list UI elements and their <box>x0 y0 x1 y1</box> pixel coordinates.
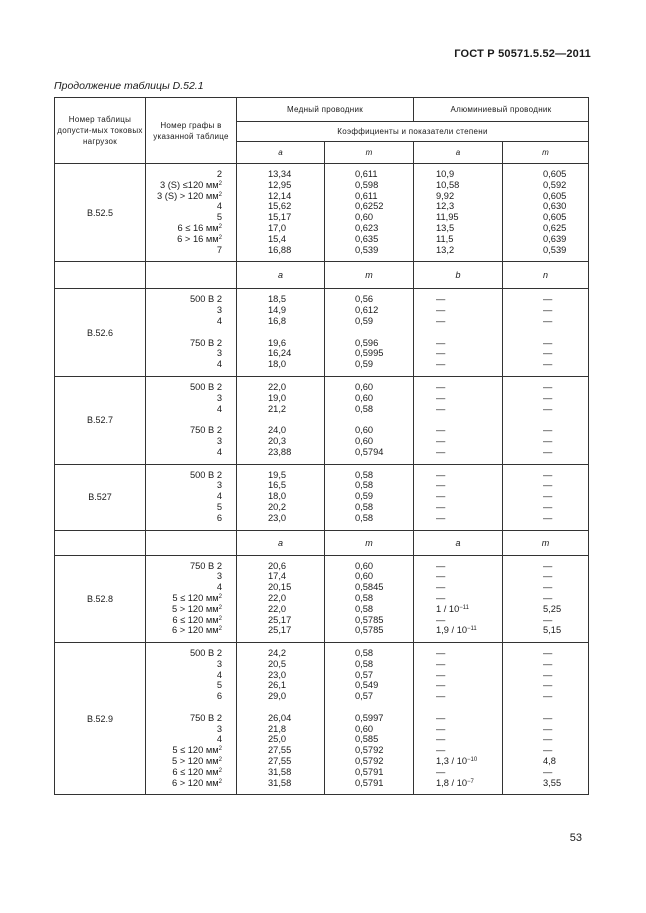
table-number-cell: B.52.5 <box>55 164 146 262</box>
copper-a-value: 25,0 <box>268 734 287 745</box>
header-column-number: Номер графы в указанной таблице <box>146 98 237 164</box>
aluminium-exp-value: 0,639 <box>543 233 567 244</box>
aluminium-exp-value: — <box>543 435 553 446</box>
superscript: −10 <box>467 757 478 764</box>
superscript: 2 <box>218 778 222 785</box>
copper-m-value: 0,5845 <box>355 582 384 593</box>
aluminium-coef-value: — <box>436 766 446 777</box>
coefficient-symbol: a <box>237 262 325 289</box>
aluminium-exp-cell <box>503 464 589 530</box>
column-number-line: 3 <box>216 348 222 359</box>
copper-a-value: 29,0 <box>268 691 287 702</box>
aluminium-coef-value: — <box>436 614 446 625</box>
copper-m-value: 0,59 <box>355 315 374 326</box>
header-symbol: a <box>237 142 325 164</box>
copper-m-value: 0,60 <box>355 560 374 571</box>
copper-a-value: 22,0 <box>268 603 287 614</box>
column-number-line: 3 <box>216 723 222 734</box>
copper-a-value: 15,4 <box>268 233 287 244</box>
aluminium-exp-value: — <box>543 305 553 316</box>
superscript: 2 <box>218 223 222 230</box>
copper-m-cell <box>325 555 414 643</box>
aluminium-exp-value: — <box>543 734 553 745</box>
table-number-cell: B.52.9 <box>55 643 146 795</box>
aluminium-exp-value: — <box>543 381 553 392</box>
column-number-line: 6 ≤ 16 $мм^2$ <box>177 222 222 233</box>
aluminium-coef-value: 11,95 <box>436 212 459 223</box>
copper-a-value: 13,34 <box>268 169 292 179</box>
aluminium-exp-value: 4,8 <box>543 756 556 767</box>
superscript: −11 <box>467 626 477 633</box>
column-number-cell <box>146 643 237 795</box>
column-number-line: 4 <box>216 669 222 680</box>
copper-a-cell <box>237 164 325 262</box>
table-row <box>55 289 589 377</box>
column-number-line: 5 ≤ 120 $мм^2$ <box>172 745 222 756</box>
aluminium-exp-value: — <box>543 582 553 593</box>
column-number-line: 750 В 2 <box>189 425 222 436</box>
copper-a-value: 25,17 <box>268 614 292 625</box>
header-table-number: Номер таблицы допусти-мых токовых нагрузок <box>55 98 146 164</box>
aluminium-exp-value: — <box>543 348 553 359</box>
aluminium-exp-value: — <box>543 614 553 625</box>
copper-m-value: 0,59 <box>355 491 374 502</box>
aluminium-coef-value: — <box>436 658 446 669</box>
copper-m-value: 0,5794 <box>355 446 384 457</box>
aluminium-exp-value: — <box>543 392 553 403</box>
aluminium-coef-value: 10,9 <box>436 169 455 179</box>
aluminium-coef-value: — <box>436 512 446 523</box>
superscript: 2 <box>218 234 222 241</box>
aluminium-coef-value: — <box>436 337 446 348</box>
copper-m-value: 0,60 <box>355 212 374 223</box>
aluminium-coef-value: — <box>436 491 446 502</box>
copper-m-value: 0,58 <box>355 603 374 614</box>
header-aluminium-conductor: Алюминиевый проводник <box>414 98 589 122</box>
column-number-line: 6 > 16 $мм^2$ <box>177 233 222 244</box>
copper-m-value: 0,596 <box>355 337 379 348</box>
copper-m-value: 0,58 <box>355 648 374 659</box>
aluminium-coef-cell <box>414 164 503 262</box>
copper-m-value: 0,611 <box>355 190 378 201</box>
copper-m-cell <box>325 376 414 464</box>
aluminium-coef-value: — <box>436 348 446 359</box>
copper-m-value: 0,60 <box>355 571 374 582</box>
copper-a-value: 27,55 <box>268 756 292 767</box>
header-symbol: m <box>325 142 414 164</box>
copper-a-value: 19,6 <box>268 337 287 348</box>
aluminium-exp-cell <box>503 164 589 262</box>
column-number-cell <box>146 164 237 262</box>
coefficient-symbol: a <box>414 530 503 555</box>
column-number-line: 5 <box>216 212 222 223</box>
header-symbol: a <box>414 142 503 164</box>
copper-a-value: 17,4 <box>268 571 287 582</box>
copper-m-value: 0,5995 <box>355 348 384 359</box>
copper-a-value: 20,3 <box>268 435 287 446</box>
copper-m-value: 0,6252 <box>355 201 384 212</box>
copper-a-cell <box>237 289 325 377</box>
column-number-line: 500 В 2 <box>189 381 222 392</box>
copper-a-value: 24,0 <box>268 425 287 436</box>
table-row <box>55 376 589 464</box>
column-number-line: 3 <box>216 435 222 446</box>
column-number-line: 3 <box>216 480 222 491</box>
aluminium-exp-value: — <box>543 560 553 571</box>
aluminium-exp-value: — <box>543 491 553 502</box>
aluminium-coef-cell <box>414 464 503 530</box>
copper-a-value: 24,2 <box>268 648 287 659</box>
coefficient-symbol: m <box>325 530 414 555</box>
column-number-line: 4 <box>216 734 222 745</box>
copper-a-value: 31,58 <box>268 777 292 788</box>
aluminium-coef-value: 9,92 <box>436 190 455 201</box>
column-number-cell <box>146 555 237 643</box>
column-number-line: 4 <box>216 446 222 457</box>
copper-m-value: 0,58 <box>355 658 374 669</box>
superscript: 2 <box>218 191 222 198</box>
column-number-line: 750 В 2 <box>189 337 222 348</box>
column-number-line: 750 В 2 <box>189 712 222 723</box>
copper-a-value: 22,0 <box>268 381 287 392</box>
column-number-line: 6 <box>216 512 222 523</box>
copper-m-value: 0,5791 <box>355 777 384 788</box>
column-number-cell <box>146 464 237 530</box>
header-copper-conductor: Медный проводник <box>237 98 414 122</box>
superscript: 2 <box>218 604 222 611</box>
aluminium-exp-cell <box>503 555 589 643</box>
aluminium-coef-value: — <box>436 315 446 326</box>
table-row <box>55 555 589 643</box>
column-number-line: 6 <box>216 691 222 702</box>
copper-a-value: 26,04 <box>268 712 292 723</box>
column-number-line: 3 <box>216 392 222 403</box>
copper-m-value: 0,60 <box>355 392 374 403</box>
copper-a-value: 20,2 <box>268 501 287 512</box>
copper-m-value: 0,549 <box>355 680 379 691</box>
document-header: ГОСТ Р 50571.5.52—2011 <box>454 48 591 60</box>
copper-m-value: 0,5785 <box>355 614 384 625</box>
copper-a-value: 31,58 <box>268 766 292 777</box>
aluminium-coef-value: — <box>436 592 446 603</box>
column-number-line: 5 ≤ 120 $мм^2$ <box>172 592 222 603</box>
copper-a-value: 18,0 <box>268 359 287 370</box>
aluminium-coef-value: $1,9 / 10^{-11}$ <box>436 625 477 636</box>
aluminium-exp-value: 5,25 <box>543 603 562 614</box>
aluminium-exp-value: — <box>543 315 553 326</box>
copper-a-value: 25,17 <box>268 625 292 636</box>
copper-a-value: 26,1 <box>268 680 287 691</box>
aluminium-coef-value: — <box>436 469 446 480</box>
superscript: 2 <box>218 746 222 753</box>
column-number-cell <box>146 376 237 464</box>
column-number-line: 500 В 2 <box>189 648 222 659</box>
superscript: −7 <box>467 778 474 785</box>
superscript: 2 <box>218 767 222 774</box>
column-number-line: 5 > 120 $мм^2$ <box>172 603 222 614</box>
aluminium-coef-value: — <box>436 403 446 414</box>
aluminium-coef-value: — <box>436 571 446 582</box>
copper-a-value: 20,6 <box>268 560 287 571</box>
column-number-line: 4 <box>216 359 222 370</box>
aluminium-coef-cell <box>414 555 503 643</box>
copper-a-value: 27,55 <box>268 745 292 756</box>
table-number-cell: B.527 <box>55 464 146 530</box>
aluminium-coef-value: — <box>436 392 446 403</box>
copper-m-value: 0,60 <box>355 435 374 446</box>
aluminium-exp-value: — <box>543 669 553 680</box>
aluminium-coef-value: — <box>436 691 446 702</box>
aluminium-coef-value: 11,5 <box>436 233 454 244</box>
aluminium-exp-value: 0,605 <box>543 190 567 201</box>
column-number-line: 5 > 120 $мм^2$ <box>172 756 222 767</box>
aluminium-exp-value: — <box>543 712 553 723</box>
table-continuation-caption: Продолжение таблицы D.52.1 <box>54 80 204 92</box>
aluminium-exp-value: — <box>543 425 553 436</box>
coefficient-symbol: a <box>237 530 325 555</box>
aluminium-coef-cell <box>414 289 503 377</box>
aluminium-coef-value: — <box>436 712 446 723</box>
column-number-line: 6 > 120 $мм^2$ <box>172 777 222 788</box>
column-number-line: 750 В 2 <box>189 560 222 571</box>
copper-a-value: 16,8 <box>268 315 287 326</box>
copper-m-value: 0,60 <box>355 723 374 734</box>
copper-m-value: 0,57 <box>355 691 374 702</box>
copper-a-value: 23,0 <box>268 669 287 680</box>
superscript: 2 <box>218 593 222 600</box>
aluminium-exp-value: 0,605 <box>543 212 567 223</box>
copper-a-value: 23,88 <box>268 446 292 457</box>
copper-a-value: 15,17 <box>268 212 292 223</box>
aluminium-exp-cell <box>503 289 589 377</box>
aluminium-coef-value: — <box>436 501 446 512</box>
copper-m-value: 0,5785 <box>355 625 384 636</box>
column-number-line: 3 (S) > 120 $мм^2$ <box>157 190 222 201</box>
copper-a-value: 16,5 <box>268 480 287 491</box>
table-row <box>55 643 589 795</box>
copper-a-value: 16,88 <box>268 244 292 255</box>
column-number-line: 3 (S) ≤120 $мм^2$ <box>159 179 222 190</box>
copper-a-value: 20,15 <box>268 582 292 593</box>
superscript: 2 <box>218 180 222 187</box>
column-number-line: 6 ≤ 120 $мм^2$ <box>172 614 222 625</box>
aluminium-coef-value: — <box>436 294 446 305</box>
copper-a-cell <box>237 643 325 795</box>
copper-m-cell <box>325 643 414 795</box>
superscript: 2 <box>218 615 222 622</box>
aluminium-coef-value: $1,8 / 10^{-7}$ <box>436 777 474 788</box>
aluminium-exp-value: — <box>543 337 553 348</box>
aluminium-exp-value: — <box>543 680 553 691</box>
aluminium-exp-value: — <box>543 294 553 305</box>
aluminium-exp-value: 0,539 <box>543 244 567 255</box>
copper-m-value: 0,611 <box>355 169 378 179</box>
column-number-line: 7 <box>216 244 222 255</box>
copper-a-value: 21,8 <box>268 723 287 734</box>
copper-m-cell <box>325 464 414 530</box>
aluminium-exp-value: — <box>543 691 553 702</box>
copper-m-cell <box>325 289 414 377</box>
column-number-line: 3 <box>216 305 222 316</box>
aluminium-exp-value: — <box>543 512 553 523</box>
column-number-line: 4 <box>216 491 222 502</box>
aluminium-coef-value: — <box>436 359 446 370</box>
copper-m-value: 0,57 <box>355 669 374 680</box>
aluminium-coef-value: — <box>436 734 446 745</box>
column-number-line: 5 <box>216 501 222 512</box>
aluminium-exp-value: — <box>543 648 553 659</box>
aluminium-coef-value: — <box>436 560 446 571</box>
copper-m-value: 0,58 <box>355 469 374 480</box>
current-coefficient-table <box>54 97 589 795</box>
aluminium-coef-value: $1 / 10^{-11}$ <box>436 603 470 614</box>
copper-a-value: 15,62 <box>268 201 292 212</box>
copper-m-value: 0,612 <box>355 305 379 316</box>
aluminium-exp-value: — <box>543 403 553 414</box>
copper-a-value: 22,0 <box>268 592 287 603</box>
copper-a-value: 18,5 <box>268 294 287 305</box>
copper-m-value: 0,58 <box>355 501 374 512</box>
superscript: −11 <box>459 604 470 611</box>
aluminium-exp-value: 0,625 <box>543 222 567 233</box>
copper-m-value: 0,5997 <box>355 712 384 723</box>
copper-m-value: 0,623 <box>355 222 379 233</box>
table-row <box>55 164 589 262</box>
aluminium-exp-value: 0,605 <box>543 169 567 179</box>
column-number-line: 5 <box>216 680 222 691</box>
column-number-line: 4 <box>216 201 222 212</box>
page-number: 53 <box>569 832 582 844</box>
aluminium-exp-value: — <box>543 469 553 480</box>
aluminium-exp-value: — <box>543 501 553 512</box>
aluminium-exp-value: — <box>543 571 553 582</box>
copper-m-value: 0,5792 <box>355 745 384 756</box>
aluminium-coef-value: — <box>436 435 446 446</box>
copper-a-value: 19,5 <box>268 469 287 480</box>
aluminium-coef-value: — <box>436 669 446 680</box>
aluminium-exp-value: — <box>543 766 553 777</box>
copper-m-value: 0,60 <box>355 381 374 392</box>
header-symbol: m <box>503 142 589 164</box>
aluminium-coef-value: — <box>436 648 446 659</box>
copper-m-value: 0,60 <box>355 425 374 436</box>
aluminium-coef-value: — <box>436 305 446 316</box>
aluminium-coef-value: — <box>436 582 446 593</box>
aluminium-exp-value: 3,55 <box>543 777 562 788</box>
copper-m-value: 0,635 <box>355 233 379 244</box>
aluminium-coef-value: — <box>436 745 446 756</box>
column-number-line: 3 <box>216 658 222 669</box>
aluminium-coef-value: — <box>436 425 446 436</box>
copper-m-cell <box>325 164 414 262</box>
copper-a-cell <box>237 376 325 464</box>
aluminium-exp-cell <box>503 376 589 464</box>
column-number-line: 4 <box>216 315 222 326</box>
copper-a-value: 20,5 <box>268 658 287 669</box>
copper-a-value: 19,0 <box>268 392 287 403</box>
copper-m-value: 0,56 <box>355 294 374 305</box>
superscript: 2 <box>218 757 222 764</box>
aluminium-exp-value: — <box>543 592 553 603</box>
copper-a-value: 14,9 <box>268 305 287 316</box>
aluminium-coef-cell <box>414 643 503 795</box>
copper-a-cell <box>237 464 325 530</box>
aluminium-exp-value: 5,15 <box>543 625 562 636</box>
aluminium-exp-value: — <box>543 480 553 491</box>
table-number-cell: B.52.6 <box>55 289 146 377</box>
copper-a-cell <box>237 555 325 643</box>
column-number-line: 4 <box>216 403 222 414</box>
copper-a-value: 18,0 <box>268 491 287 502</box>
aluminium-exp-value: — <box>543 359 553 370</box>
aluminium-coef-value: — <box>436 480 446 491</box>
copper-a-value: 23,0 <box>268 512 287 523</box>
aluminium-coef-value: — <box>436 680 446 691</box>
header-coefficients: Коэффициенты и показатели степени <box>237 122 589 142</box>
table-number-cell: B.52.8 <box>55 555 146 643</box>
aluminium-exp-value: 0,592 <box>543 179 567 190</box>
copper-m-value: 0,58 <box>355 592 374 603</box>
copper-m-value: 0,539 <box>355 244 379 255</box>
superscript: 2 <box>218 626 222 633</box>
copper-a-value: 12,95 <box>268 179 292 190</box>
aluminium-coef-value: — <box>436 723 446 734</box>
aluminium-coef-value: 12,3 <box>436 201 455 212</box>
column-number-line: 3 <box>216 571 222 582</box>
aluminium-coef-value: — <box>436 446 446 457</box>
aluminium-coef-value: 13,2 <box>436 244 455 255</box>
table-number-cell: B.52.7 <box>55 376 146 464</box>
aluminium-coef-value: 13,5 <box>436 222 455 233</box>
aluminium-coef-value: — <box>436 381 446 392</box>
copper-m-value: 0,585 <box>355 734 379 745</box>
column-number-line: 500 В 2 <box>189 469 222 480</box>
coefficient-symbol: m <box>325 262 414 289</box>
copper-m-value: 0,5792 <box>355 756 384 767</box>
copper-a-value: 17,0 <box>268 222 287 233</box>
aluminium-exp-value: 0,630 <box>543 201 567 212</box>
coefficient-symbol: b <box>414 262 503 289</box>
copper-m-value: 0,58 <box>355 403 374 414</box>
coefficient-symbol: n <box>503 262 589 289</box>
copper-m-value: 0,59 <box>355 359 374 370</box>
aluminium-exp-value: — <box>543 723 553 734</box>
column-number-line: 2 <box>216 169 222 179</box>
column-number-line: 6 ≤ 120 $мм^2$ <box>172 766 222 777</box>
aluminium-exp-value: — <box>543 745 553 756</box>
copper-a-value: 12,14 <box>268 190 292 201</box>
copper-m-value: 0,58 <box>355 512 374 523</box>
column-number-cell <box>146 289 237 377</box>
column-number-line: 6 > 120 $мм^2$ <box>172 625 222 636</box>
column-number-line: 500 В 2 <box>189 294 222 305</box>
coefficient-symbol: m <box>503 530 589 555</box>
aluminium-exp-cell <box>503 643 589 795</box>
aluminium-coef-value: 10,58 <box>436 179 460 190</box>
aluminium-exp-value: — <box>543 658 553 669</box>
column-number-line: 4 <box>216 582 222 593</box>
aluminium-exp-value: — <box>543 446 553 457</box>
copper-m-value: 0,5791 <box>355 766 384 777</box>
copper-m-value: 0,598 <box>355 179 379 190</box>
aluminium-coef-cell <box>414 376 503 464</box>
aluminium-coef-value: $1,3 / 10^{-10}$ <box>436 756 478 767</box>
copper-a-value: 16,24 <box>268 348 292 359</box>
copper-m-value: 0,58 <box>355 480 374 491</box>
table-row <box>55 464 589 530</box>
copper-a-value: 21,2 <box>268 403 287 414</box>
